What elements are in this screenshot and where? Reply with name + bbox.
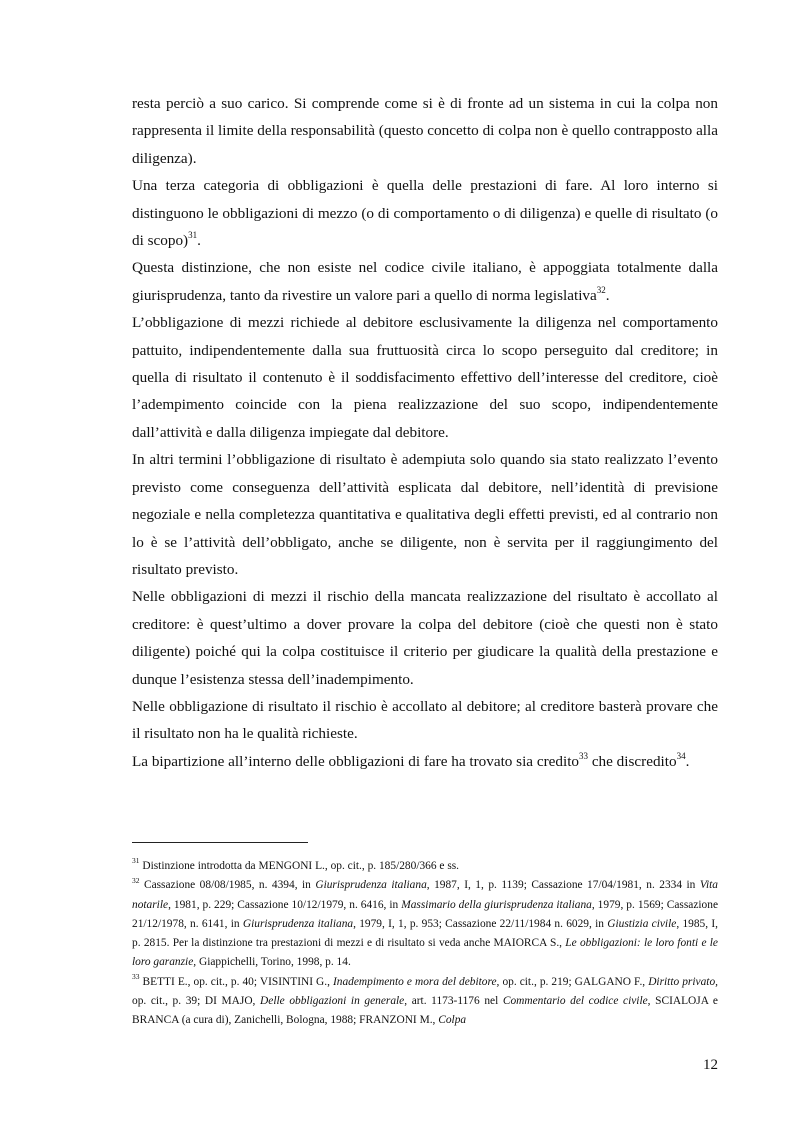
footnotes bbox=[132, 857, 718, 1031]
footnote-italic-title: Giurisprudenza italiana bbox=[242, 917, 354, 930]
footnote-italic-title: Giustizia civile bbox=[607, 917, 677, 930]
footnote-italic-title: Inadempimento e mora del debitore, bbox=[333, 975, 500, 988]
paragraph-3 bbox=[132, 254, 718, 309]
page-number: 12 bbox=[703, 1057, 718, 1073]
paragraph-end: . bbox=[605, 286, 610, 304]
paragraph-6 bbox=[132, 583, 718, 693]
footnote-italic-title: Massimario della giurisprudenza italiana bbox=[401, 898, 592, 911]
footnote-text: op. cit., p. 219; GALGANO F., bbox=[499, 975, 649, 988]
paragraph-7 bbox=[132, 693, 718, 748]
footnote-text: BETTI E., op. cit., p. 40; VISINTINI G., bbox=[139, 975, 333, 988]
paragraph-text: La bipartizione all’interno delle obbligazioni di fare ha trovato sia credito bbox=[132, 752, 580, 770]
paragraph-end: . bbox=[685, 752, 690, 770]
footnote-text: , 1979, p. 1569; Cassazione 21/12/1978, n. 6141, in bbox=[132, 898, 718, 930]
paragraph-text-continued: che discredito bbox=[588, 752, 677, 770]
paragraph-text: L’obbligazione di mezzi richiede al debitore esclusivamente la diligenza nel comportamento pattuito, indipendentemente dalla sua fruttuosità circa lo scopo perseguito dal creditore; in quella di risultato il contenuto è il soddisfacimento effettivo dell’interesse del creditore, cioè l’adempimento coincide con la piena realizzazione del suo scopo, indipendentemente dall’attività e dalla diligenza impiegate dal debitore. bbox=[132, 314, 718, 441]
paragraph-5 bbox=[132, 446, 718, 583]
footnote-33 bbox=[132, 973, 718, 1031]
footnote-italic-title: Delle obbligazioni in generale bbox=[260, 995, 405, 1008]
footnote-text: Distinzione introdotta da MENGONI L., op. cit., p. 185/280/366 e ss. bbox=[139, 860, 460, 872]
footnote-text: , art. 1173-1176 nel bbox=[404, 995, 503, 1008]
footnote-number: 31 bbox=[132, 856, 140, 866]
paragraph-1 bbox=[132, 90, 718, 172]
footnote-italic-title: Diritto privato, bbox=[648, 975, 718, 988]
paragraph-8 bbox=[132, 748, 718, 775]
paragraph-text: Una terza categoria di obbligazioni è quella delle prestazioni di fare. Al loro interno si distinguono le obbligazioni di mezzo (o di comportamento o di diligenza) e quelle di risultato (o di scopo) bbox=[132, 177, 718, 250]
paragraph-end: . bbox=[197, 232, 201, 250]
footnote-text: , 1979, I, 1, p. 953; Cassazione 22/11/1984 n. 6029, in bbox=[353, 917, 608, 930]
footnote-italic-title: Vita notarile bbox=[132, 879, 718, 911]
footnote-italic-title: Commentario del codice civile bbox=[502, 995, 648, 1008]
footnote-ref-32[interactable]: 32 bbox=[596, 284, 606, 295]
footnote-32 bbox=[132, 876, 718, 972]
footnote-text: , 1987, I, 1, p. 1139; Cassazione 17/04/1981, n. 2334 in bbox=[426, 879, 700, 892]
footnote-text: , 1981, p. 229; Cassazione 10/12/1979, n. 6416, in bbox=[168, 898, 402, 911]
paragraph-text: In altri termini l’obbligazione di risultato è adempiuta solo quando sia stato realizzato l’evento previsto come conseguenza dell’attività esplicata dal debitore, nell’identità di previsione negoziale e nella completezza quantitativa e qualitativa degli effetti previsti, ed al contrario non lo è se l’attività dell’obbligato, anche se diligente, non è servita per il raggiungimento del risultato previsto. bbox=[132, 451, 718, 578]
footnote-italic-title: Colpa bbox=[438, 1014, 467, 1027]
footnote-text: , SCIALOJA e BRANCA (a cura di), Zanichelli, Bologna, 1988; FRANZONI M., bbox=[132, 995, 718, 1027]
footnote-ref-31[interactable]: 31 bbox=[188, 229, 198, 240]
paragraph-4 bbox=[132, 309, 718, 446]
footnote-text: Cassazione 08/08/1985, n. 4394, in bbox=[139, 879, 316, 892]
paragraph-text: Nelle obbligazione di risultato il rischio è accollato al debitore; al creditore basterà provare che il risultato non ha le qualità richieste. bbox=[132, 697, 718, 743]
footnote-text: Giappichelli, Torino, 1998, p. 14. bbox=[196, 956, 351, 969]
footnote-31 bbox=[132, 857, 718, 876]
footnote-number: 32 bbox=[132, 875, 140, 885]
footnote-separator bbox=[132, 842, 308, 843]
paragraph-text: Nelle obbligazioni di mezzi il rischio della mancata realizzazione del risultato è accollato al creditore: è quest’ultimo a dover provare la colpa del debitore (cioè che questi non è stato diligente) poiché qui la colpa costituisce il criterio per giudicare la qualità della prestazione e dunque l’esistenza stessa dell’inadempimento. bbox=[132, 588, 718, 688]
footnote-number: 33 bbox=[132, 971, 140, 981]
paragraph-2 bbox=[132, 172, 718, 254]
footnote-italic-title: Giurisprudenza italiana bbox=[315, 879, 427, 892]
paragraph-text: resta perciò a suo carico. Si comprende come si è di fronte ad un sistema in cui la colpa non rappresenta il limite della responsabilità (questo concetto di colpa non è quello contrapposto alla diligenza). bbox=[132, 95, 718, 167]
main-text bbox=[132, 90, 718, 775]
footnote-italic-title: Le obbligazioni: le loro fonti e le loro garanzie, bbox=[132, 937, 718, 969]
footnote-ref-33[interactable]: 33 bbox=[579, 750, 589, 761]
footnote-ref-34[interactable]: 34 bbox=[676, 750, 686, 761]
paragraph-text: Questa distinzione, che non esiste nel codice civile italiano, è appoggiata totalmente dalla giurisprudenza, tanto da rivestire un valore pari a quello di norma legislativa bbox=[132, 259, 718, 304]
footnote-text: , 1985, I, p. 2815. Per la distinzione tra prestazioni di mezzi e di risultato si veda anche MAIORCA S., bbox=[132, 917, 718, 950]
footnote-text: op. cit., p. 39; DI MAJO, bbox=[132, 995, 261, 1008]
